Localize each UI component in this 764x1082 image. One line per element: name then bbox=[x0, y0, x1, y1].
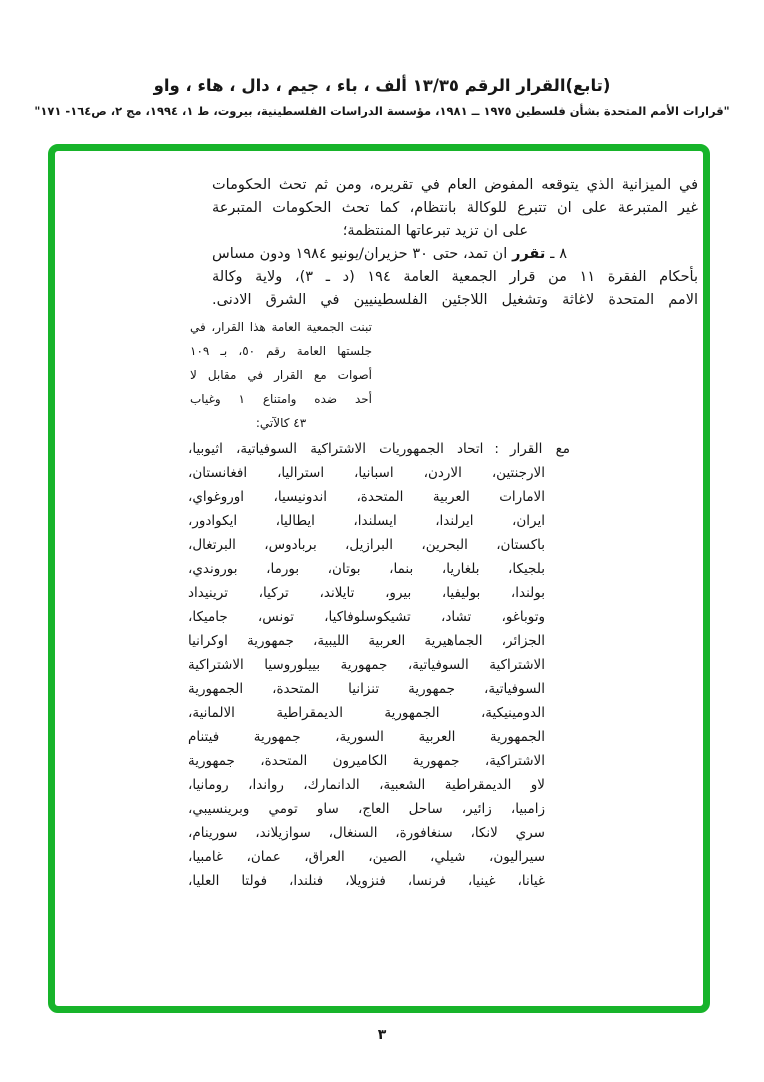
country-list-line: بلجيكا، بلغاريا، بنما، بوتان، بورما، بوروندي، bbox=[188, 561, 545, 577]
continued-paragraph bbox=[212, 174, 698, 312]
country-list-line: سيراليون، شيلي، الصين، العراق، عمان، غامبيا، bbox=[188, 849, 545, 865]
text-line: أصوات مع القرار في مقابل لا bbox=[190, 368, 372, 382]
country-list-line: الاشتراكية، جمهورية الكاميرون المتحدة، جمهورية bbox=[188, 753, 545, 769]
country-list-line: الاشتراكية السوفياتية، جمهورية بييلوروسيا الاشتراكية bbox=[188, 657, 545, 673]
country-list-line: الامارات العربية المتحدة، اندونيسيا، اوروغواي، bbox=[188, 489, 545, 505]
text-line: ٤٣ كالآتي: bbox=[255, 416, 307, 430]
vote-with-list bbox=[188, 437, 570, 893]
country-list-line: الدومينيكية، الجمهورية الديمقراطية الالمانية، bbox=[188, 705, 545, 721]
vote-label-line bbox=[188, 437, 570, 461]
text-line: أحد ضده وامتناع ١ وغياب bbox=[190, 392, 372, 406]
country-list-line: الارجنتين، الاردن، اسبانيا، استراليا، افغانستان، bbox=[188, 465, 545, 481]
vote-label: مع القرار bbox=[509, 441, 570, 457]
country-list-line: زامبيا، زائير، ساحل العاج، ساو تومي وبرينسيبي، bbox=[188, 801, 545, 817]
clause-text: ان تمد، حتى ٣٠ حزيران/يونيو ١٩٨٤ ودون مساس bbox=[212, 246, 513, 262]
text-line: الامم المتحدة لاغاثة وتشغيل اللاجئين الفلسطينيين في الشرق الادنى. bbox=[212, 292, 698, 308]
text-line: بأحكام الفقرة ١١ من قرار الجمعية العامة ١٩٤ (د ـ ٣)، ولاية وكالة bbox=[212, 269, 698, 285]
adoption-note bbox=[190, 315, 372, 435]
country-list-line: وتوباغو، تشاد، تشيكوسلوفاكيا، تونس، جاميكا، bbox=[188, 609, 545, 625]
header-source-citation: "قرارات الأمم المتحدة بشأن فلسطين ١٩٧٥ ــ ١٩٨١، مؤسسة الدراسات الفلسطينية، بيروت، ط ١، ١٩٩٤، مج ٢، ص١٦٤- ١٧١" bbox=[34, 104, 730, 118]
vote-colon: : bbox=[494, 441, 499, 457]
clause-number: ٨ ـ bbox=[545, 246, 568, 262]
country-list-line: باكستان، البحرين، البرازيل، بربادوس، البرتغال، bbox=[188, 537, 545, 553]
text-line: غير المتبرعة على ان تتبرع للوكالة بانتظام، كما تحث الحكومات المتبرعة bbox=[212, 200, 698, 216]
header-title: (تابع)القرار الرقم ١٣/٣٥ ألف ، باء ، جيم ، دال ، هاء ، واو bbox=[153, 76, 611, 95]
text-line: تبنت الجمعية العامة هذا القرار، في bbox=[190, 320, 372, 334]
country-list-line: سري لانكا، سنغافورة، السنغال، سوازيلاند، سورينام، bbox=[188, 825, 545, 841]
country-list-line: السوفياتية، جمهورية تنزانيا المتحدة، الجمهورية bbox=[188, 681, 545, 697]
country-list-line: غيانا، غينيا، فرنسا، فنزويلا، فنلندا، فولتا العليا، bbox=[188, 873, 545, 889]
vote-first-countries: اتحاد الجمهوريات الاشتراكية السوفياتية، اثيوبيا، bbox=[188, 441, 484, 457]
text-line: في الميزانية الذي يتوقعه المفوض العام في تقريره، ومن ثم تحث الحكومات bbox=[212, 177, 698, 193]
text-line: على ان تزيد تبرعاتها المنتظمة؛ bbox=[342, 223, 528, 239]
page-number: ٣ bbox=[377, 1027, 387, 1043]
country-list-line: الجزائر، الجماهيرية العربية الليبية، جمهورية اوكرانيا bbox=[188, 633, 545, 649]
country-list-line: لاو الديمقراطية الشعبية، الدانمارك، رواندا، رومانيا، bbox=[188, 777, 545, 793]
country-list-line: بولندا، بوليفيا، بيرو، تايلاند، تركيا، ترينيداد bbox=[188, 585, 545, 601]
text-line: جلستها العامة رقم ٥٠، بـ ١٠٩ bbox=[190, 344, 372, 358]
clause-8-first-line bbox=[212, 243, 567, 266]
clause-verb: تقرر bbox=[512, 246, 546, 262]
country-list-line: ايران، ايرلندا، ايسلندا، ايطاليا، ايكوادور، bbox=[188, 513, 545, 529]
country-list-line: الجمهورية العربية السورية، جمهورية فيتنام bbox=[188, 729, 545, 745]
